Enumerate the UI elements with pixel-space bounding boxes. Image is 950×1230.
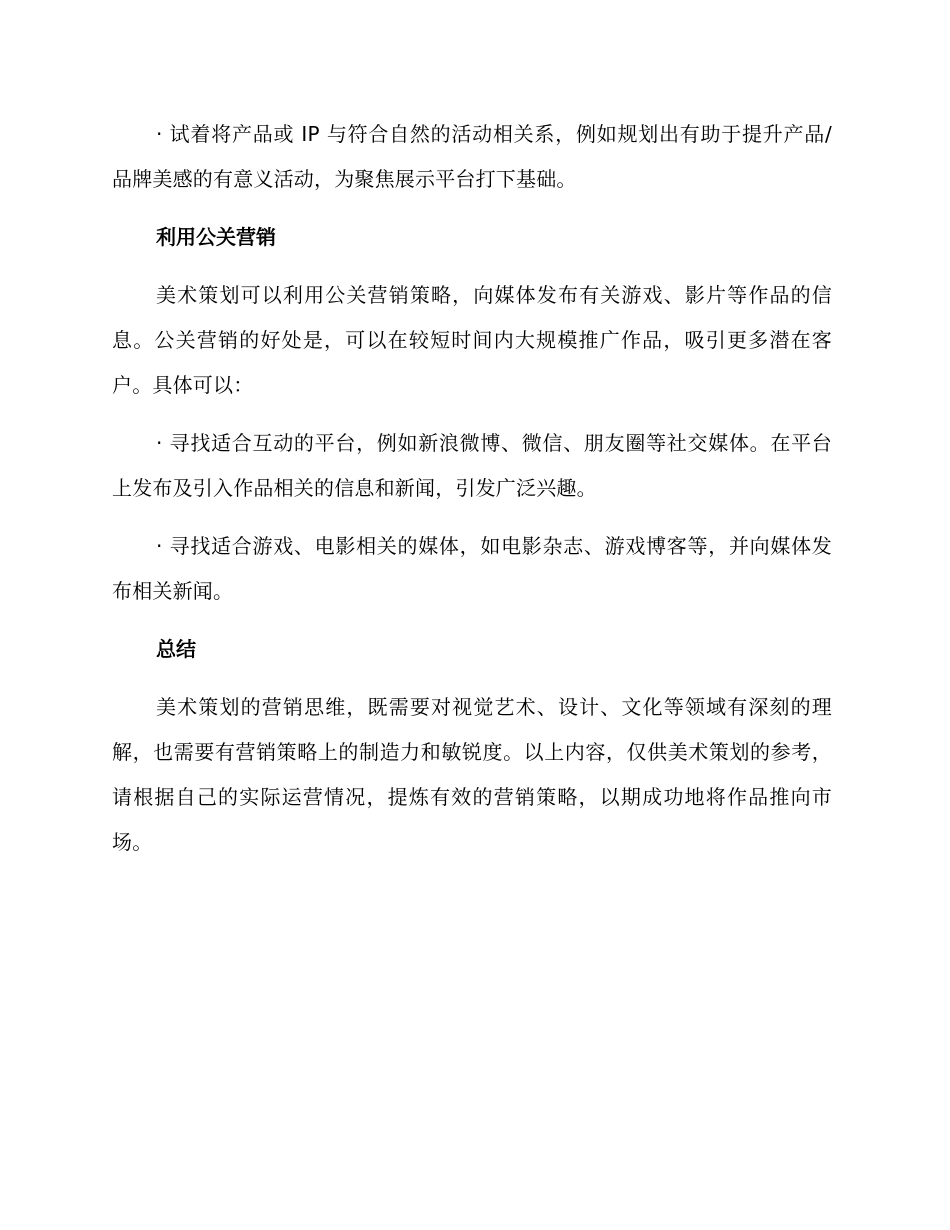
paragraph-summary: 美术策划的营销思维，既需要对视觉艺术、设计、文化等领域有深刻的理解，也需要有营销策略上的制造力和敏锐度。以上内容，仅供美术策划的参考，请根据自己的实际运营情况，提炼有效的营销策略，以期成功地将作品推向市场。 — [112, 695, 832, 854]
section-heading-summary: 总结 — [156, 637, 196, 661]
bullet-paragraph-social-platforms: · 寻找适合互动的平台，例如新浪微博、微信、朋友圈等社交媒体。在平台上发布及引入作品相关的信息和新闻，引发广泛兴趣。 — [112, 431, 832, 500]
document-body — [112, 112, 832, 865]
bullet-paragraph-media-outlets: · 寻找适合游戏、电影相关的媒体，如电影杂志、游戏博客等，并向媒体发布相关新闻。 — [112, 534, 832, 603]
section-heading-pr-marketing: 利用公关营销 — [156, 225, 276, 249]
paragraph-pr-marketing-intro: 美术策划可以利用公关营销策略，向媒体发布有关游戏、影片等作品的信息。公关营销的好处是，可以在较短时间内大规模推广作品，吸引更多潜在客户。具体可以： — [112, 283, 832, 397]
bullet-paragraph-ip-activity: · 试着将产品或 IP 与符合自然的活动相关系，例如规划出有助于提升产品/品牌美感的有意义活动，为聚焦展示平台打下基础。 — [112, 122, 832, 191]
